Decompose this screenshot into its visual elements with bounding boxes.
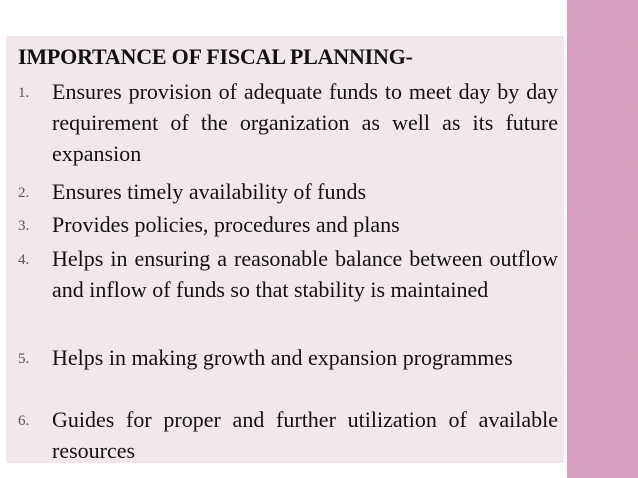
point-list: [18, 76, 558, 468]
list-text: Ensures timely availability of funds: [52, 179, 367, 204]
list-number: 3.: [18, 218, 30, 234]
list-text: Helps in ensuring a reasonable balance between outflow and inflow of funds so that stability is maintained: [52, 246, 558, 302]
list-item: [18, 404, 558, 468]
list-number: 5.: [18, 351, 30, 367]
list-item: [18, 243, 558, 342]
list-item: [18, 76, 558, 176]
list-number: 4.: [18, 252, 30, 268]
list-item: [18, 209, 558, 243]
list-number: 6.: [18, 413, 30, 429]
list-text: Provides policies, procedures and plans: [52, 212, 400, 237]
decorative-side-bar: [567, 0, 638, 478]
list-text: Guides for proper and further utilization of available resources: [52, 407, 558, 463]
list-item: [18, 342, 558, 404]
slide-title: IMPORTANCE OF FISCAL PLANNING-: [18, 44, 413, 69]
list-number: 1.: [18, 85, 30, 101]
list-number: 2.: [18, 185, 30, 201]
list-text: Helps in making growth and expansion programmes: [52, 345, 513, 370]
list-text: Ensures provision of adequate funds to meet day by day requirement of the organization as well as its future expansion: [52, 79, 558, 166]
list-item: [18, 176, 558, 209]
